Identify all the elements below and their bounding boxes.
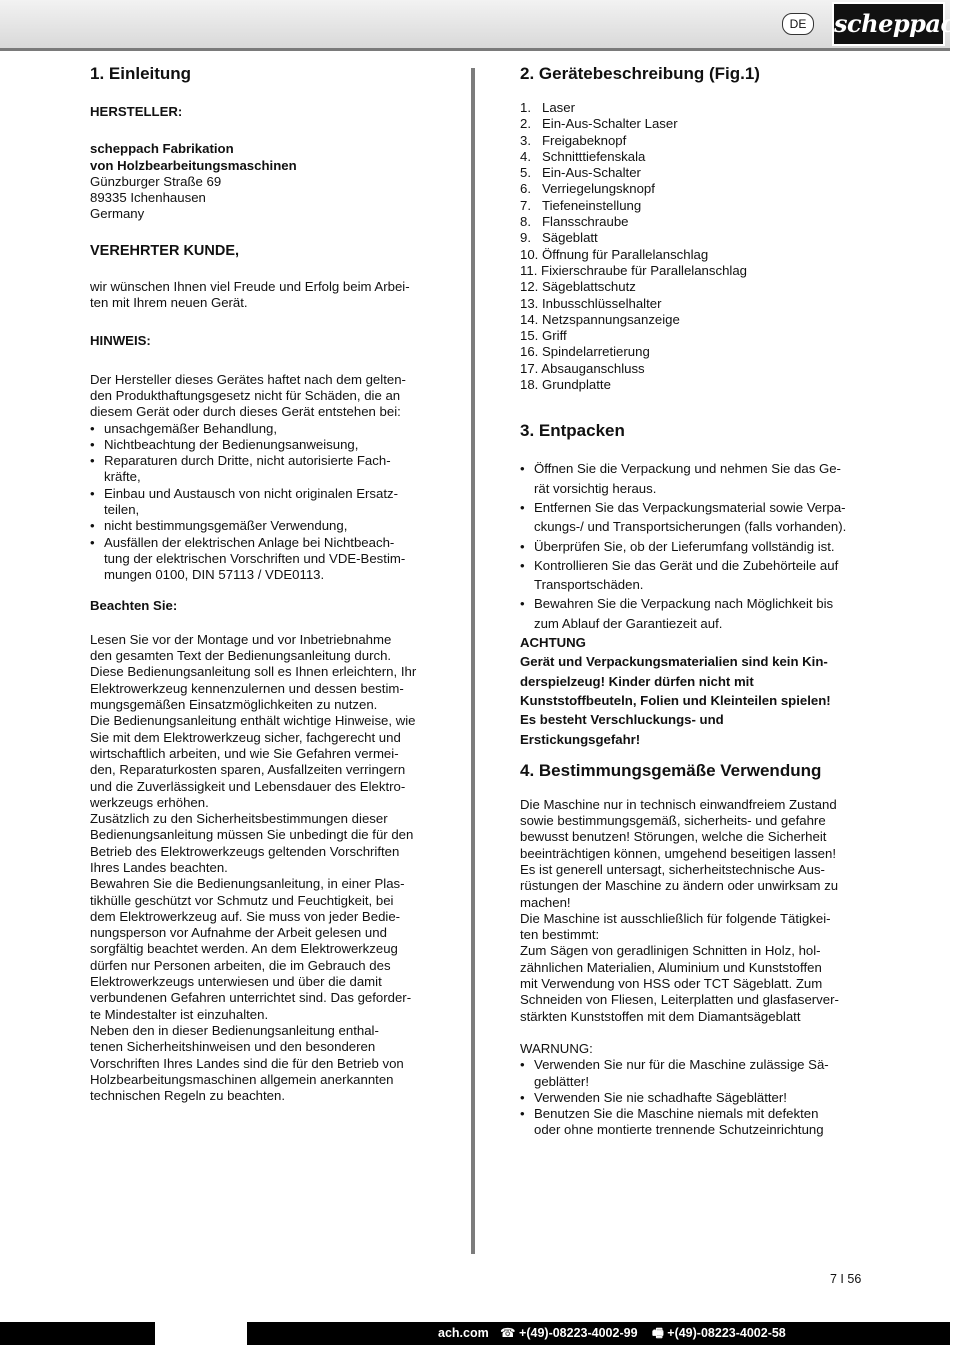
list-item: 4. Schnitttiefenskala: [520, 148, 646, 164]
language-badge: DE: [782, 13, 814, 35]
list-item: • Einbau und Austausch von nicht originalen Ersatz- teilen,: [90, 486, 430, 519]
footer-bar: [0, 1322, 950, 1345]
address-block: Günzburger Straße 69 89335 Ichenhausen Germany: [90, 173, 222, 222]
warning-list: [520, 1057, 865, 1138]
list-item: 14. Netzspannungsanzeige: [520, 311, 680, 327]
footer-fax: 🖷 +(49)-08223-4002-58: [652, 1326, 786, 1340]
list-item: • Nichtbeachtung der Bedienungsanweisung,: [90, 437, 430, 453]
company-subtitle: von Holzbearbeitungsmaschinen: [90, 157, 297, 173]
list-item: • Benutzen Sie die Maschine niemals mit defekten oder ohne montierte trennende Schutzeinrichtung: [520, 1106, 865, 1139]
usage-text: Die Maschine nur in technisch einwandfreiem Zustand sowie bestimmungsgemäß, sicherheits- und gefahre bewusst benutzen! Störungen, welche die Sicherheit beeinträchtigen können, umgehend beseitigen lassen! Es ist generell untersagt, sicherheitstechnische Aus- rüstungen der Maschine zu ändern oder unwirksam zu machen! Die Maschine ist ausschließlich für folgende Tätigkei- ten bestimmt: Zum Sägen von geradlinigen Schnitten in Holz, hol- zähnlichen Materialien, Aluminium und Kunststoffen mit Verwendung von HSS oder TCT Sägeblatt. Zum Schneiden von Fliesen, Leiterplatten und glasfaserver- stärkten Kunststoffen mit dem Diamantsägeblatt: [520, 796, 839, 1024]
footer-website: ach.com: [438, 1326, 489, 1340]
caution-label: ACHTUNG: [520, 635, 586, 651]
warning-label: WARNUNG:: [520, 1040, 593, 1056]
page-number: 7 I 56: [830, 1272, 862, 1286]
list-item: 2. Ein-Aus-Schalter Laser: [520, 116, 678, 132]
list-item: 13. Inbusschlüsselhalter: [520, 295, 662, 311]
list-item: • Entfernen Sie das Verpackungsmaterial sowie Verpa- ckungs-/ und Transportsicherungen (falls vorhanden).: [520, 498, 865, 537]
warning-block: ACHTUNG Gerät und Verpackungsmaterialien sind kein Kin- derspielzeug! Kinder dürfen nicht mit Kunststoffbeuteln, Folien und Kleinteilen spielen! Es besteht Verschluckungs- und Erstickungsgefahr!: [520, 633, 865, 749]
list-item: 5. Ein-Aus-Schalter: [520, 165, 641, 181]
footer-white-block: [155, 1322, 247, 1345]
header-bar: [0, 0, 972, 51]
list-item: 1. Laser: [520, 100, 575, 115]
section-1-title: 1. Einleitung: [90, 64, 192, 83]
brand-logo: scheppach: [832, 2, 945, 46]
section-4-title: 4. Bestimmungsgemäße Verwendung: [520, 760, 822, 780]
list-item: • Ausfällen der elektrischen Anlage bei Nichtbeach- tung der elektrischen Vorschriften und VDE-Bestim- mungen 0100, DIN 57113 / VDE0113.: [90, 535, 430, 584]
customer-heading: VEREHRTER KUNDE,: [90, 242, 240, 259]
unpack-list: [520, 459, 865, 633]
list-item: 17. Absauganschluss: [520, 360, 645, 376]
list-item: • Bewahren Sie die Verpackung nach Möglichkeit bis zum Ablauf der Garantiezeit auf.: [520, 594, 865, 633]
list-item: 6. Verriegelungsknopf: [520, 181, 655, 197]
list-item: 16. Spindelarretierung: [520, 344, 650, 360]
list-item: • Überprüfen Sie, ob der Lieferumfang vollständig ist.: [520, 537, 865, 556]
list-item: 3. Freigabeknopf: [520, 132, 627, 148]
list-item: 8. Flansschraube: [520, 214, 629, 230]
footer-phone: ☎ +(49)-08223-4002-99: [500, 1326, 638, 1340]
list-item: 15. Griff: [520, 328, 567, 344]
observe-text: Lesen Sie vor der Montage und vor Inbetriebnahme den gesamten Text der Bedienungsanleitung durch. Diese Bedienungsanleitung soll es Ihnen erleichtern, Ihr Elektrowerkzeug kennenzulernen und dessen bestim- mungsgemäßen Einsatzmöglichkeiten zu nutzen. Die Bedienungsanleitung enthält wichtige Hinweise, wie Sie mit dem Elektrowerkzeug sicher, fachgerecht und wirtschaftlich arbeiten, und wie Sie Gefahren vermei- den, Reparaturkosten sparen, Ausfallzeiten verringern und die Zuverlässigkeit und Lebensdauer des Elektro- werkzeugs erhöhen. Zusätzlich zu den Sicherheitsbestimmungen dieser Bedienungsanleitung müssen Sie unbedingt die für den Betrieb des Elektrowerkzeugs geltenden Vorschriften Ihres Landes beachten. Bewahren Sie die Bedienungsanleitung, in einer Plas- tikhülle geschützt vor Schmutz und Feuchtigkeit, bei dem Elektrowerkzeug auf. Sie muss von jeder Bedie- nungsperson vor Aufnahme der Arbeit gelesen und sorgfältig beachtet werden. An dem Elektrowerkzeug dürfen nur Personen arbeiten, die im Gebrauch des Elektrowerkzeugs unterwiesen und über die damit verbundenen Gefahren unterrichtet sind. Das geforder- te Mindestalter ist einzuhalten. Neben den in dieser Bedienungsanleitung enthal- tenen Sicherheitshinweisen und den besonderen Vorschriften Ihres Landes sind die für den Betrieb von Holzbearbeitungsmaschinen allgemein anerkannten technischen Regeln zu beachten.: [90, 631, 417, 1104]
list-item: • nicht bestimmungsgemäßer Verwendung,: [90, 518, 430, 534]
list-item: • Öffnen Sie die Verpackung und nehmen Sie das Ge- rät vorsichtig heraus.: [520, 459, 865, 498]
list-item: • unsachgemäßer Behandlung,: [90, 421, 430, 437]
company-name: scheppach Fabrikation: [90, 141, 234, 157]
list-item: • Verwenden Sie nie schadhafte Sägeblätter!: [520, 1090, 865, 1106]
list-item: 12. Sägeblattschutz: [520, 279, 636, 295]
list-item: • Kontrollieren Sie das Gerät und die Zubehörteile auf Transportschäden.: [520, 556, 865, 595]
list-item: 18. Grundplatte: [520, 377, 611, 393]
list-item: 7. Tiefeneinstellung: [520, 197, 642, 213]
section-2-title: 2. Gerätebeschreibung (Fig.1): [520, 64, 760, 83]
notice-list: [90, 421, 430, 584]
list-item: • Reparaturen durch Dritte, nicht autorisierte Fach- kräfte,: [90, 453, 430, 486]
greeting-text: wir wünschen Ihnen viel Freude und Erfolg beim Arbei- ten mit Ihrem neuen Gerät.: [90, 278, 410, 311]
parts-list: [520, 100, 865, 393]
right-column: [520, 62, 865, 1139]
manufacturer-label: HERSTELLER:: [90, 104, 183, 119]
column-divider: [471, 68, 475, 1254]
observe-label: Beachten Sie:: [90, 597, 178, 613]
notice-intro: Der Hersteller dieses Gerätes haftet nach dem gelten- den Produkthaftungsgesetz nicht für Schäden, die an diesem Gerät oder durch dieses Gerät entstehen bei:: [90, 371, 406, 420]
list-item: 9. Sägeblatt: [520, 230, 598, 246]
section-3-title: 3. Entpacken: [520, 421, 625, 441]
list-item: 10. Öffnung für Parallelanschlag: [520, 246, 709, 262]
notice-label: HINWEIS:: [90, 333, 151, 349]
list-item: 11. Fixierschraube für Parallelanschlag: [520, 262, 748, 278]
left-column: [90, 62, 430, 1104]
list-item: • Verwenden Sie nur für die Maschine zulässige Sä- geblätter!: [520, 1057, 865, 1090]
